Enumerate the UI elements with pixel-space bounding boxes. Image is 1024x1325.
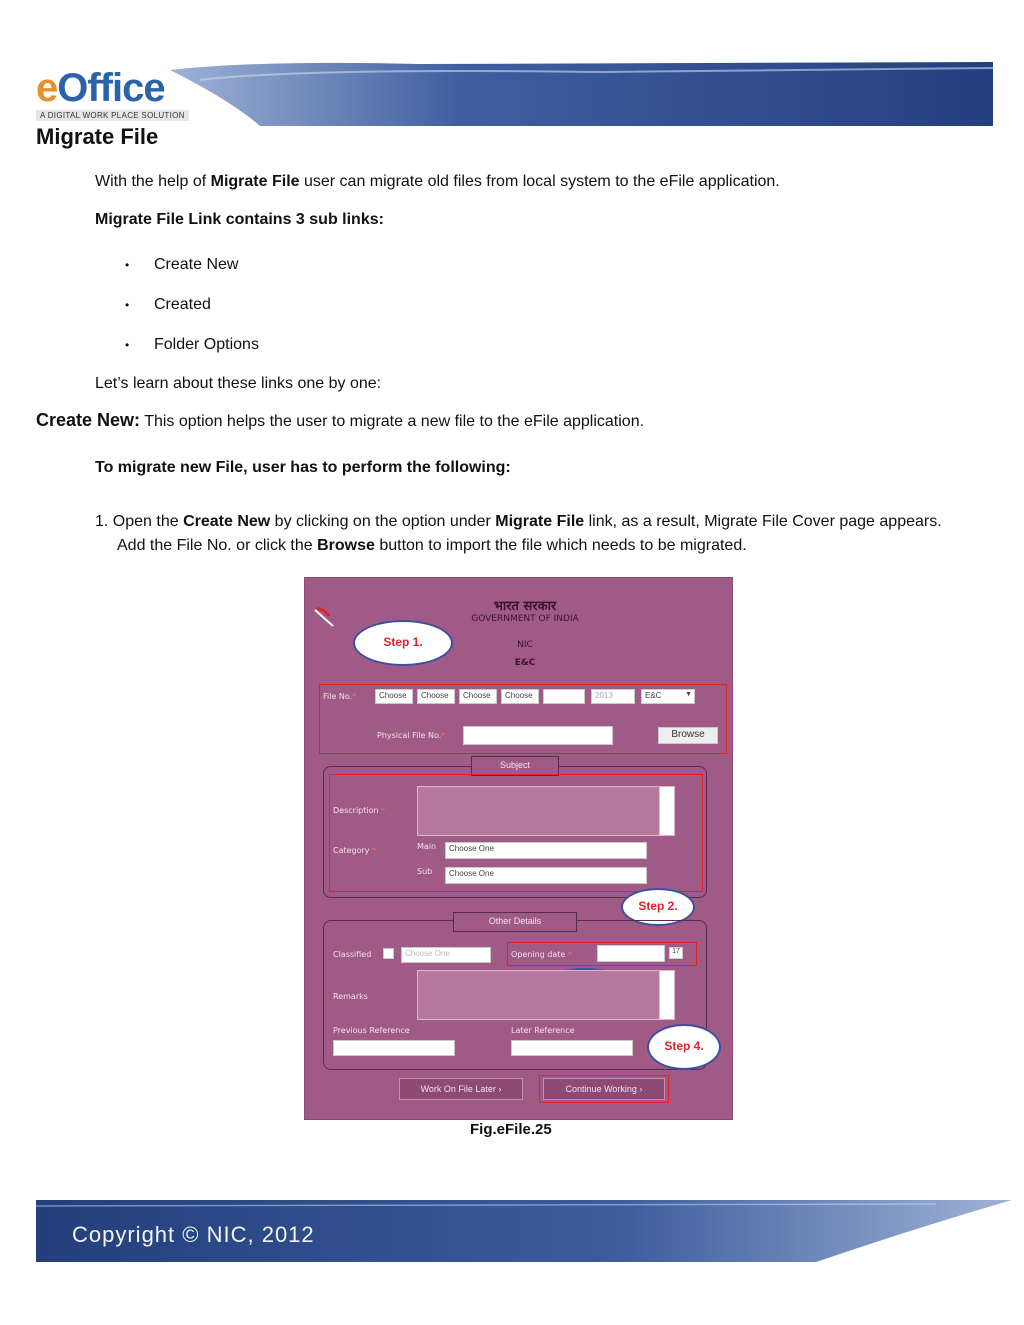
scrollbar[interactable] <box>659 971 674 1019</box>
classified-checkbox[interactable] <box>383 948 394 959</box>
file-no-part-5[interactable] <box>543 689 585 704</box>
logo-tagline: A DIGITAL WORK PLACE SOLUTION <box>36 110 189 121</box>
later-reference-input[interactable] <box>511 1040 633 1056</box>
bullet-icon: • <box>125 338 130 352</box>
continue-working-button[interactable]: Continue Working › <box>543 1078 665 1100</box>
opening-date-label: Opening date * <box>511 950 572 959</box>
migrate-file-screenshot <box>304 577 733 1120</box>
chevron-right-icon: › <box>639 1084 643 1094</box>
category-label: Category * <box>333 846 377 855</box>
year-field[interactable]: 2013 <box>591 689 635 704</box>
scrollbar[interactable] <box>659 787 674 835</box>
chevron-right-icon: › <box>498 1084 502 1094</box>
sub-label: Sub <box>417 867 433 876</box>
physical-file-label: Physical File No.* <box>377 731 446 740</box>
emblem-icon <box>311 606 337 630</box>
opening-date-input[interactable] <box>597 945 665 962</box>
outro-paragraph: Let’s learn about these links one by one: <box>95 375 382 392</box>
list-item: Create New <box>154 256 239 273</box>
list-item: Created <box>154 296 211 313</box>
calendar-icon[interactable]: 17 <box>669 947 683 959</box>
file-no-part-2[interactable]: Choose <box>417 689 455 704</box>
description-label: Description * <box>333 806 386 815</box>
previous-reference-label: Previous Reference <box>333 1026 410 1035</box>
step4-callout: Step 4. <box>647 1024 721 1070</box>
previous-reference-input[interactable] <box>333 1040 455 1056</box>
hindi-title: भारत सरकार <box>493 599 557 614</box>
step1-paragraph-cont: Add the File No. or click the Browse button to import the file which needs to be migrated. <box>117 537 747 554</box>
remarks-textarea[interactable] <box>417 970 675 1020</box>
sublinks-heading: Migrate File Link contains 3 sub links: <box>95 211 384 228</box>
browse-button[interactable]: Browse <box>658 727 718 744</box>
dept-select[interactable]: E&C ▼ <box>641 689 695 704</box>
other-details-legend: Other Details <box>453 912 577 932</box>
bullet-icon: • <box>125 258 130 272</box>
remarks-label: Remarks <box>333 992 368 1001</box>
classified-label: Classified <box>333 950 372 959</box>
create-new-paragraph: Create New: This option helps the user to migrate a new file to the eFile application. <box>36 410 645 430</box>
classified-select[interactable]: Choose One <box>401 947 491 963</box>
government-title: GOVERNMENT OF INDIA <box>471 614 579 624</box>
step2-callout: Step 2. <box>621 888 695 926</box>
dept-name: E&C <box>514 658 536 668</box>
sub-category-select[interactable]: Choose One <box>445 867 647 884</box>
description-textarea[interactable] <box>417 786 675 836</box>
main-label: Main <box>417 842 437 851</box>
bullet-icon: • <box>125 298 130 312</box>
step1-paragraph: 1. Open the Create New by clicking on the option under Migrate File link, as a result, Migrate File Cover page appears. <box>95 513 942 530</box>
file-no-part-3[interactable]: Choose <box>459 689 497 704</box>
work-on-file-later-button[interactable]: Work On File Later › <box>399 1078 523 1100</box>
copyright-text: Copyright © NIC, 2012 <box>72 1222 315 1247</box>
page-title: Migrate File <box>36 124 159 149</box>
step1-callout: Step 1. <box>353 620 453 666</box>
file-no-label: File No.* <box>323 692 357 701</box>
steps-heading: To migrate new File, user has to perform the following: <box>95 459 511 476</box>
org-name: NIC <box>517 640 533 650</box>
main-category-select[interactable]: Choose One <box>445 842 647 859</box>
intro-paragraph: With the help of Migrate File user can migrate old files from local system to the eFile application. <box>95 173 780 190</box>
file-no-part-1[interactable]: Choose <box>375 689 413 704</box>
later-reference-label: Later Reference <box>511 1026 575 1035</box>
subject-legend: Subject <box>471 756 559 776</box>
figure-caption: Fig.eFile.25 <box>470 1121 552 1138</box>
physical-file-input[interactable] <box>463 726 613 745</box>
file-no-part-4[interactable]: Choose <box>501 689 539 704</box>
eoffice-logo: eOffice <box>36 66 165 110</box>
chevron-down-icon: ▼ <box>685 691 692 698</box>
list-item: Folder Options <box>154 336 259 353</box>
